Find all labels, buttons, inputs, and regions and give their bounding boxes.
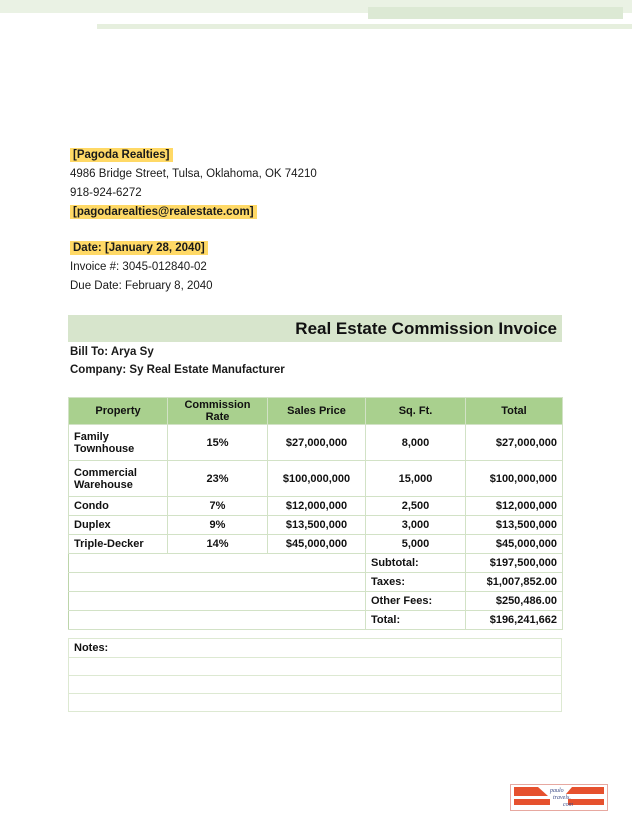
cell-sq-ft: 8,000	[366, 425, 466, 461]
header-sales-price: Sales Price	[268, 398, 366, 425]
top-accent-line	[97, 24, 632, 29]
table-row	[69, 535, 563, 554]
cell-sales-price: $45,000,000	[268, 535, 366, 554]
cell-sales-price: $12,000,000	[268, 497, 366, 516]
cell-commission-rate: 15%	[168, 425, 268, 461]
notes-empty-row	[69, 676, 562, 694]
cell-sq-ft: 3,000	[366, 516, 466, 535]
cell-total: $13,500,000	[466, 516, 563, 535]
notes-input-line[interactable]	[69, 676, 562, 694]
summary-spacer	[69, 554, 366, 573]
cell-property: Duplex	[69, 516, 168, 535]
grand-total-value: $196,241,662	[466, 611, 563, 630]
grand-total-label: Total:	[366, 611, 466, 630]
cell-total: $12,000,000	[466, 497, 563, 516]
invoice-date-placeholder[interactable]: Date: [January 28, 2040]	[70, 241, 208, 255]
invoice-due-date: Due Date: February 8, 2040	[70, 280, 213, 292]
company-phone: 918-924-6272	[70, 187, 142, 199]
cell-sales-price: $27,000,000	[268, 425, 366, 461]
cell-property: Triple-Decker	[69, 535, 168, 554]
company-name-placeholder[interactable]: [Pagoda Realties]	[70, 148, 173, 162]
subtotal-value: $197,500,000	[466, 554, 563, 573]
bill-to-name: Bill To: Arya Sy	[70, 346, 154, 358]
cell-sales-price: $13,500,000	[268, 516, 366, 535]
company-email-placeholder[interactable]: [pagodarealties@realestate.com]	[70, 205, 257, 219]
notes-section	[68, 638, 562, 712]
cell-property: Family Townhouse	[69, 425, 168, 461]
taxes-label: Taxes:	[366, 573, 466, 592]
svg-text:paulo: paulo	[550, 788, 564, 794]
table-row	[69, 425, 563, 461]
table-row	[69, 516, 563, 535]
notes-input-line[interactable]	[69, 658, 562, 676]
notes-input-line[interactable]	[69, 694, 562, 712]
cell-total: $45,000,000	[466, 535, 563, 554]
summary-row	[69, 611, 563, 630]
cell-sq-ft: 15,000	[366, 461, 466, 497]
cell-property: Condo	[69, 497, 168, 516]
cell-sq-ft: 5,000	[366, 535, 466, 554]
top-bar-dark	[368, 7, 623, 19]
cell-commission-rate: 14%	[168, 535, 268, 554]
other-fees-label: Other Fees:	[366, 592, 466, 611]
company-address: 4986 Bridge Street, Tulsa, Oklahoma, OK 74210	[70, 168, 317, 180]
notes-label: Notes:	[69, 639, 562, 658]
cell-sq-ft: 2,500	[366, 497, 466, 516]
company-block	[70, 146, 317, 222]
svg-text:travels.: travels.	[553, 795, 571, 801]
summary-row	[69, 573, 563, 592]
notes-empty-row	[69, 658, 562, 676]
cell-total: $100,000,000	[466, 461, 563, 497]
taxes-value: $1,007,852.00	[466, 573, 563, 592]
invoice-meta-block	[70, 239, 213, 296]
cell-sales-price: $100,000,000	[268, 461, 366, 497]
subtotal-label: Subtotal:	[366, 554, 466, 573]
page-title: Real Estate Commission Invoice	[295, 319, 557, 338]
summary-spacer	[69, 573, 366, 592]
other-fees-value: $250,486.00	[466, 592, 563, 611]
header-total: Total	[466, 398, 563, 425]
commission-table	[68, 397, 563, 630]
cell-commission-rate: 7%	[168, 497, 268, 516]
cell-commission-rate: 23%	[168, 461, 268, 497]
invoice-number: Invoice #: 3045-012840-02	[70, 261, 207, 273]
summary-spacer	[69, 611, 366, 630]
paulo-travels-logo	[510, 784, 608, 811]
summary-row	[69, 592, 563, 611]
notes-label-row	[69, 639, 562, 658]
table-row	[69, 497, 563, 516]
table-header-row	[69, 398, 563, 425]
table-row	[69, 461, 563, 497]
notes-empty-row	[69, 694, 562, 712]
header-sq-ft: Sq. Ft.	[366, 398, 466, 425]
cell-property: Commercial Warehouse	[69, 461, 168, 497]
svg-text:com: com	[563, 802, 573, 808]
cell-total: $27,000,000	[466, 425, 563, 461]
cell-commission-rate: 9%	[168, 516, 268, 535]
summary-row	[69, 554, 563, 573]
summary-spacer	[69, 592, 366, 611]
bill-to-block	[70, 343, 285, 379]
bill-to-company: Company: Sy Real Estate Manufacturer	[70, 364, 285, 376]
title-bar	[68, 315, 562, 342]
header-property: Property	[69, 398, 168, 425]
header-commission-rate: Commission Rate	[168, 398, 268, 425]
paulo-travels-logo-icon	[511, 785, 607, 810]
